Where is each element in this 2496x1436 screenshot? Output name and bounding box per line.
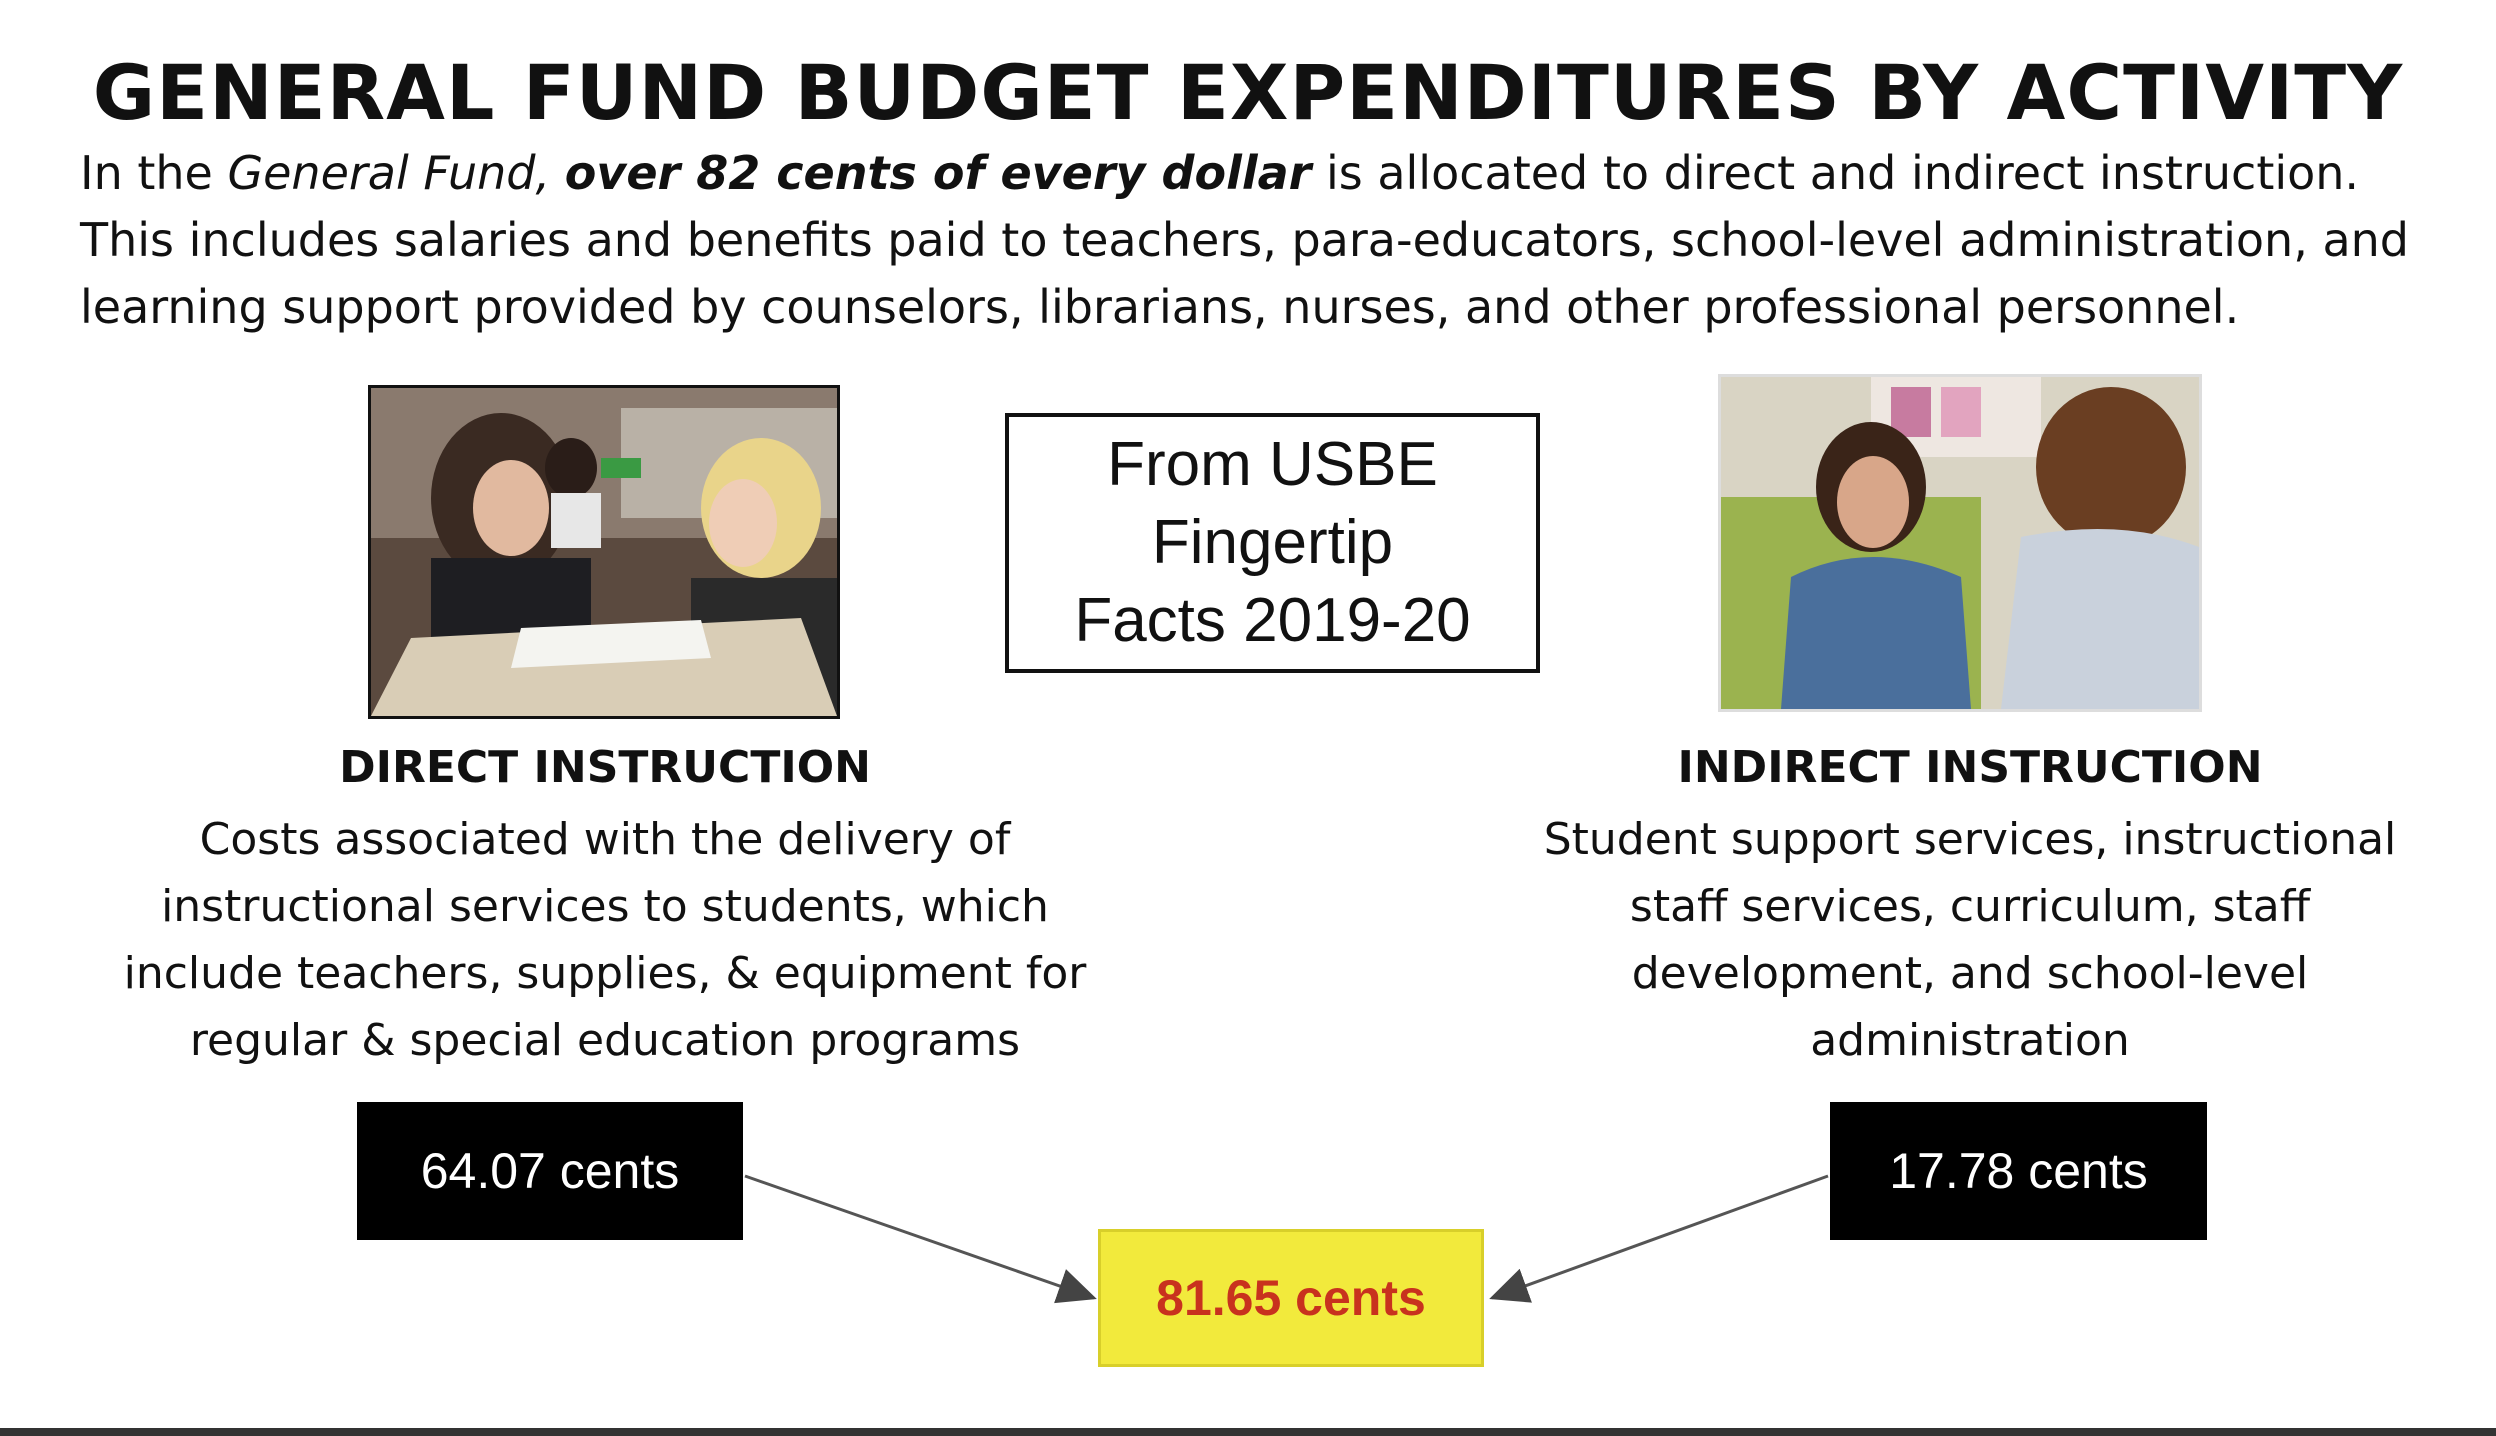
direct-instruction-description: Costs associated with the delivery of instructional services to students, which include teachers, supplies, & equipment for regular & special education programs [123, 814, 1087, 1066]
intro-lead: In the [80, 146, 228, 200]
total-amount: 81.65 cents [1156, 1270, 1426, 1326]
direct-amount-box [357, 1102, 743, 1240]
source-line-3: Facts 2019-20 [1074, 586, 1471, 655]
source-line-1: From USBE [1107, 430, 1438, 499]
page-title: GENERAL FUND BUDGET EXPENDITURES BY ACTIVITY [92, 48, 2404, 137]
indirect-instruction-heading: INDIRECT INSTRUCTION [1677, 742, 2263, 793]
bottom-divider [0, 1428, 2496, 1436]
source-line-2: Fingertip [1151, 508, 1394, 577]
total-amount-box [1098, 1229, 1484, 1367]
direct-amount: 64.07 cents [420, 1143, 680, 1199]
intro-fund-name: General Fund, [227, 146, 551, 200]
intro-rest: is allocated to direct and indirect instruction. This includes salaries and benefits paid to teachers, para-educators, school-level administration, and learning support provided by counselors, librarians, nurses, and other professional personnel. [80, 146, 2409, 334]
intro-emphasis: over 82 cents of every dollar [564, 146, 1312, 200]
direct-instruction-heading: DIRECT INSTRUCTION [339, 742, 871, 793]
indirect-amount: 17.78 cents [1889, 1143, 2148, 1199]
indirect-instruction-description: Student support services, instructional staff services, curriculum, staff development, and school-level administration [1543, 814, 2397, 1066]
direct-to-total-arrow [745, 1176, 1094, 1298]
indirect-amount-box [1830, 1102, 2207, 1240]
indirect-to-total-arrow [1492, 1176, 1828, 1298]
